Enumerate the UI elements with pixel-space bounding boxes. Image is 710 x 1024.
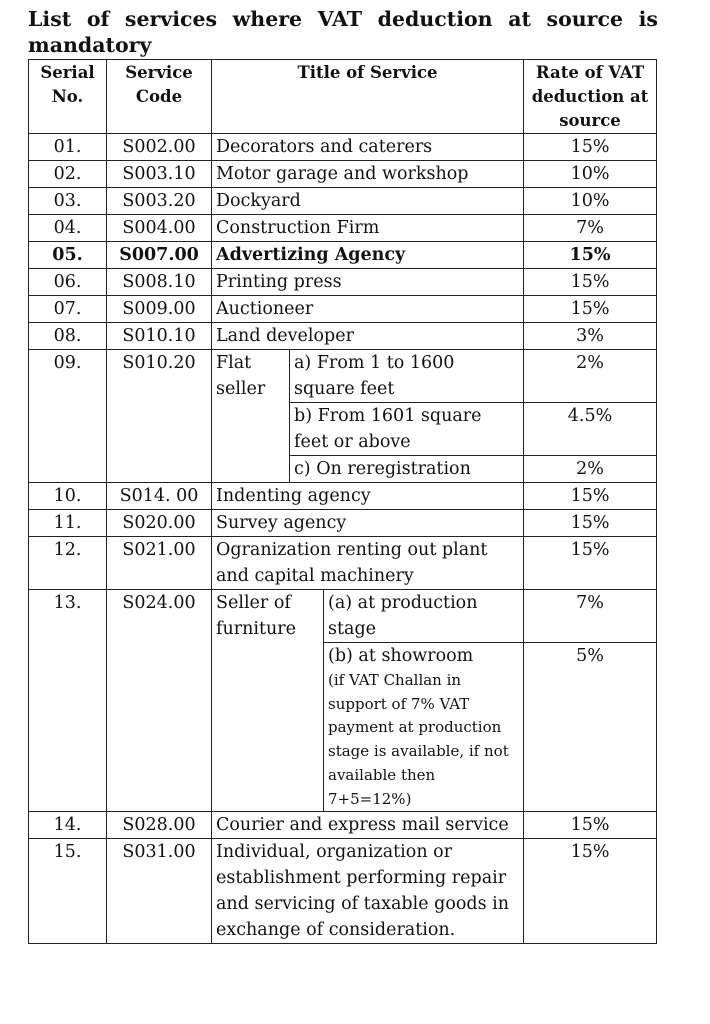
serial-cell: 10. — [29, 483, 107, 510]
title-cell: Decorators and caterers — [212, 134, 524, 161]
serial-cell: 11. — [29, 510, 107, 537]
heading-word: where — [232, 7, 303, 31]
rate-cell: 15% — [524, 537, 657, 590]
title-cell: Land developer — [212, 323, 524, 350]
serial-cell: 13. — [29, 590, 107, 812]
table-row — [29, 590, 657, 643]
title-cell: Survey agency — [212, 510, 524, 537]
table-row — [29, 483, 657, 510]
table-row — [29, 839, 657, 944]
code-cell: S021.00 — [107, 537, 212, 590]
rate-cell: 3% — [524, 323, 657, 350]
table-row — [29, 188, 657, 215]
heading-word: services — [124, 7, 218, 31]
heading-word: is — [638, 7, 658, 31]
heading-line-2: mandatory — [28, 33, 152, 57]
heading-word: deduction — [377, 7, 493, 31]
header-title-of-service: Title of Service — [212, 60, 524, 134]
table-row — [29, 350, 657, 403]
serial-cell: 05. — [29, 242, 107, 269]
table-row — [29, 296, 657, 323]
serial-cell: 07. — [29, 296, 107, 323]
rate-cell: 7% — [524, 215, 657, 242]
serial-cell: 04. — [29, 215, 107, 242]
sub-item-cell — [324, 643, 524, 812]
serial-cell: 06. — [29, 269, 107, 296]
document-heading — [28, 6, 658, 58]
code-cell: S002.00 — [107, 134, 212, 161]
table-row — [29, 215, 657, 242]
table-row — [29, 134, 657, 161]
sub-item-cell: a) From 1 to 1600 square feet — [290, 350, 524, 403]
table-row — [29, 812, 657, 839]
header-serial-no: Serial No. — [29, 60, 107, 134]
sub-item-label: (b) at showroom — [328, 646, 474, 666]
rate-cell: 15% — [524, 510, 657, 537]
code-cell: S007.00 — [107, 242, 212, 269]
code-cell: S028.00 — [107, 812, 212, 839]
code-cell: S024.00 — [107, 590, 212, 812]
sub-item-cell: (a) at production stage — [324, 590, 524, 643]
sub-item-cell: b) From 1601 square feet or above — [290, 403, 524, 456]
title-cell: Construction Firm — [212, 215, 524, 242]
table-row — [29, 510, 657, 537]
rate-cell: 2% — [524, 350, 657, 403]
vat-services-table — [28, 59, 657, 944]
sub-item-cell: c) On reregistration — [290, 456, 524, 483]
title-cell: Seller of furniture — [212, 590, 324, 812]
rate-cell: 10% — [524, 188, 657, 215]
serial-cell: 01. — [29, 134, 107, 161]
rate-cell: 15% — [524, 839, 657, 944]
rate-cell: 15% — [524, 242, 657, 269]
serial-cell: 02. — [29, 161, 107, 188]
rate-cell: 15% — [524, 134, 657, 161]
title-cell: Printing press — [212, 269, 524, 296]
code-cell: S009.00 — [107, 296, 212, 323]
serial-cell: 14. — [29, 812, 107, 839]
rate-cell: 15% — [524, 483, 657, 510]
serial-cell: 09. — [29, 350, 107, 483]
heading-word: of — [86, 7, 110, 31]
header-rate: Rate of VAT deduction at source — [524, 60, 657, 134]
title-cell: Auctioneer — [212, 296, 524, 323]
serial-cell: 08. — [29, 323, 107, 350]
serial-cell: 03. — [29, 188, 107, 215]
table-row-highlighted — [29, 242, 657, 269]
serial-cell: 12. — [29, 537, 107, 590]
code-cell: S010.20 — [107, 350, 212, 483]
heading-word: at — [508, 7, 531, 31]
title-cell: Advertizing Agency — [212, 242, 524, 269]
rate-cell: 4.5% — [524, 403, 657, 456]
rate-cell: 10% — [524, 161, 657, 188]
table-header-row — [29, 60, 657, 134]
table-row — [29, 269, 657, 296]
rate-cell: 7% — [524, 590, 657, 643]
rate-cell: 2% — [524, 456, 657, 483]
table-row — [29, 537, 657, 590]
rate-cell: 15% — [524, 296, 657, 323]
code-cell: S010.10 — [107, 323, 212, 350]
code-cell: S008.10 — [107, 269, 212, 296]
table-row — [29, 323, 657, 350]
sub-item-note: (if VAT Challan in support of 7% VAT payment at production stage is available, if not available then 7+5=12%) — [328, 671, 509, 808]
heading-word: VAT — [317, 7, 363, 31]
code-cell: S004.00 — [107, 215, 212, 242]
title-cell: Ogranization renting out plant and capital machinery — [212, 537, 524, 590]
rate-cell: 15% — [524, 812, 657, 839]
heading-word: source — [546, 7, 623, 31]
title-cell: Individual, organization or establishment performing repair and servicing of taxable goods in exchange of consideration. — [212, 839, 524, 944]
rate-cell: 15% — [524, 269, 657, 296]
rate-cell: 5% — [524, 643, 657, 812]
heading-word: List — [28, 7, 72, 31]
title-cell: Dockyard — [212, 188, 524, 215]
title-cell: Courier and express mail service — [212, 812, 524, 839]
code-cell: S020.00 — [107, 510, 212, 537]
heading-line-1 — [28, 6, 658, 32]
title-cell: Flat seller — [212, 350, 290, 483]
code-cell: S031.00 — [107, 839, 212, 944]
serial-cell: 15. — [29, 839, 107, 944]
header-service-code: Service Code — [107, 60, 212, 134]
title-cell: Indenting agency — [212, 483, 524, 510]
code-cell: S003.20 — [107, 188, 212, 215]
title-cell: Motor garage and workshop — [212, 161, 524, 188]
code-cell: S014. 00 — [107, 483, 212, 510]
table-row — [29, 161, 657, 188]
code-cell: S003.10 — [107, 161, 212, 188]
